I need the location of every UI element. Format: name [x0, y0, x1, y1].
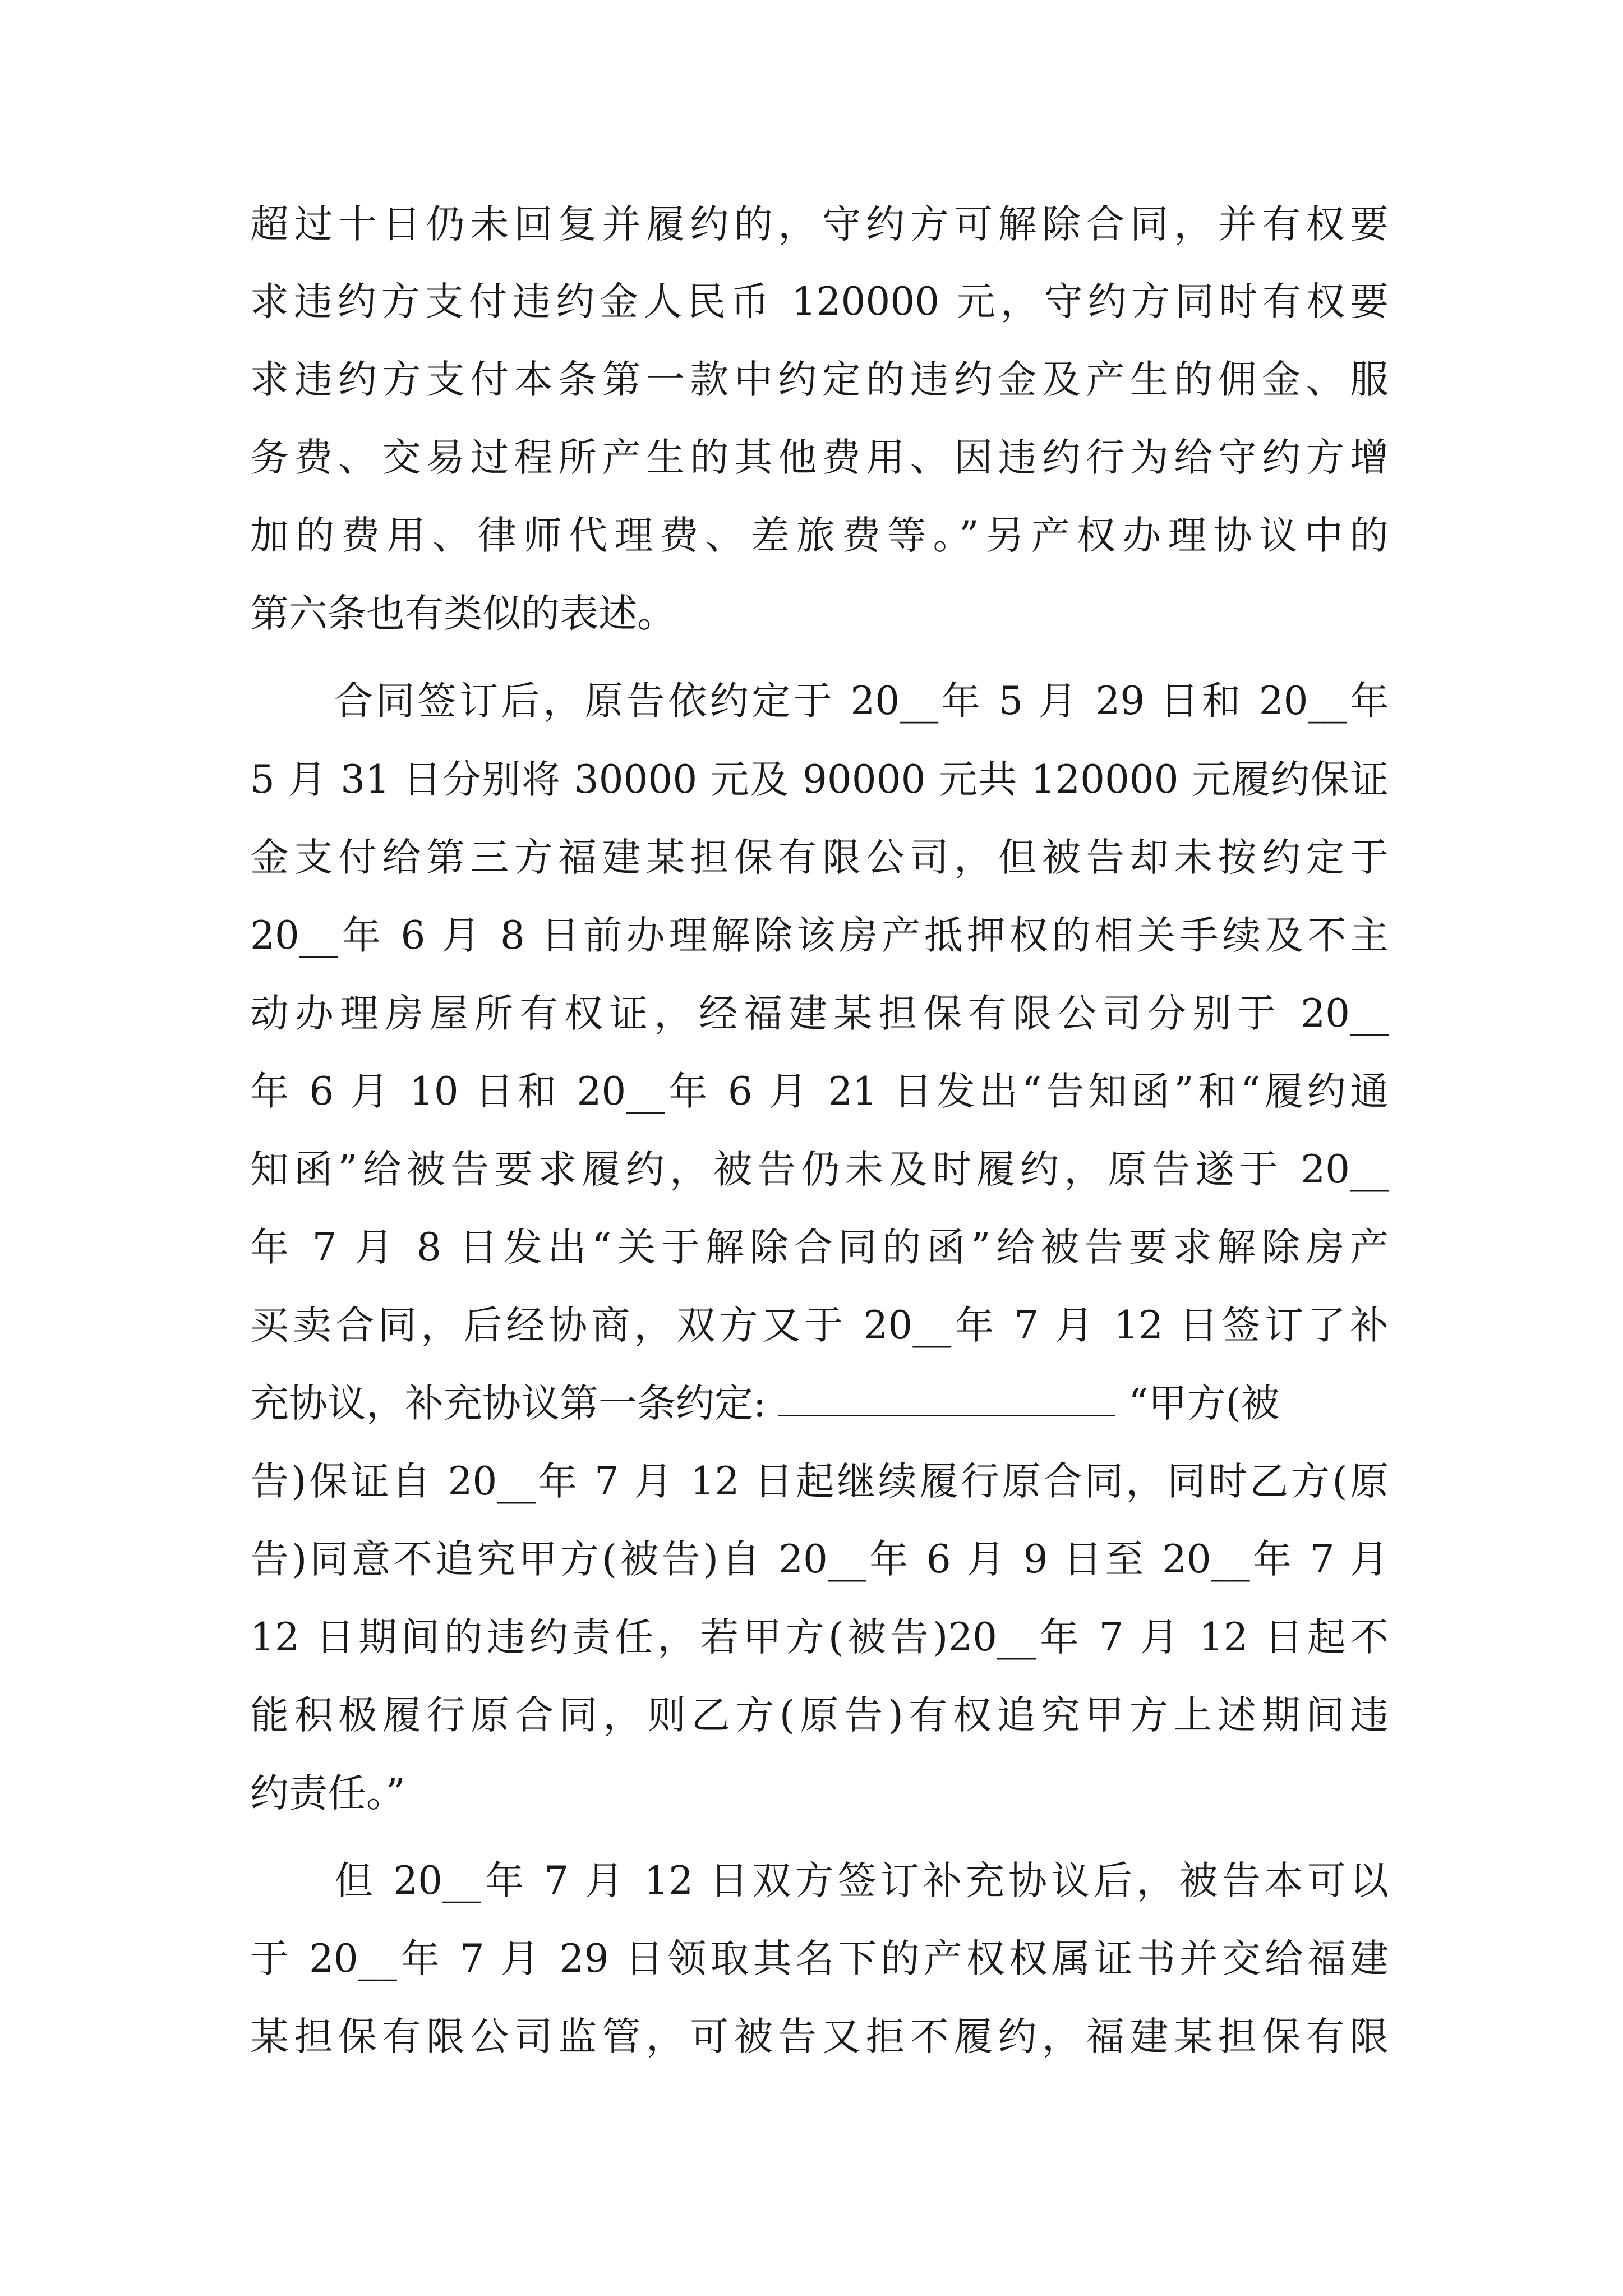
text-line: 第六条也有类似的表述。: [250, 591, 676, 636]
text-line: 某担保有限公司监管，可被告又拒不履约，福建某担保有限: [250, 2014, 1389, 2059]
text-line: 动办理房屋所有权证，经福建某担保有限公司分别于 20__: [250, 991, 1389, 1036]
text-line: 求违约方支付违约金人民币 120000 元，守约方同时有权要: [250, 279, 1389, 324]
text-line: 20__年 6 月 8 日前办理解除该房产抵押权的相关手续及不主: [250, 913, 1389, 958]
paragraph-first-line: 合同签订后，原告依约定于 20__年 5 月 29 日和 20__年: [334, 679, 1389, 724]
text-line: 加的费用、律师代理费、差旅费等。”另产权办理协议中的: [250, 513, 1389, 558]
text-line-with-blank: [250, 1364, 1389, 1443]
paragraph-first-line: 但 20__年 7 月 12 日双方签订补充协议后，被告本可以: [334, 1858, 1389, 1903]
text-line: 告)同意不追究甲方(被告)自 20__年 6 月 9 日至 20__年 7 月: [250, 1537, 1389, 1582]
text-line: 求违约方支付本条第一款中约定的违约金及产生的佣金、服: [250, 357, 1389, 402]
text-line: 于 20__年 7 月 29 日领取其名下的产权权属证书并交给福建: [250, 1936, 1389, 1981]
text-line: 买卖合同，后经协商，双方又于 20__年 7 月 12 日签订了补: [250, 1303, 1389, 1348]
text-line: 约责任。”: [250, 1771, 405, 1816]
text-segment: 充协议，补充协议第一条约定:: [250, 1381, 779, 1426]
text-line: 超过十日仍未回复并履约的，守约方可解除合同，并有权要: [250, 202, 1389, 247]
text-line: 12 日期间的违约责任，若甲方(被告)20__年 7 月 12 日起不: [250, 1615, 1389, 1660]
text-line: 5 月 31 日分别将 30000 元及 90000 元共 120000 元履约保证: [250, 757, 1389, 802]
text-line: 知函”给被告要求履约，被告仍未及时履约，原告遂于 20__: [250, 1147, 1389, 1192]
text-segment: “甲方(被: [1128, 1381, 1280, 1426]
text-line: 能积极履行原合同，则乙方(原告)有权追究甲方上述期间违: [250, 1693, 1389, 1738]
text-line: 务费、交易过程所产生的其他费用、因违约行为给守约方增: [250, 435, 1389, 480]
text-line: 告)保证自 20__年 7 月 12 日起继续履行原合同，同时乙方(原: [250, 1459, 1389, 1504]
text-line: 年 7 月 8 日发出“关于解除合同的函”给被告要求解除房产: [250, 1225, 1389, 1270]
text-line: 年 6 月 10 日和 20__年 6 月 21 日发出“告知函”和“履约通: [250, 1069, 1389, 1114]
text-line: 金支付给第三方福建某担保有限公司，但被告却未按约定于: [250, 835, 1389, 880]
blank-underline: [778, 1381, 1115, 1416]
